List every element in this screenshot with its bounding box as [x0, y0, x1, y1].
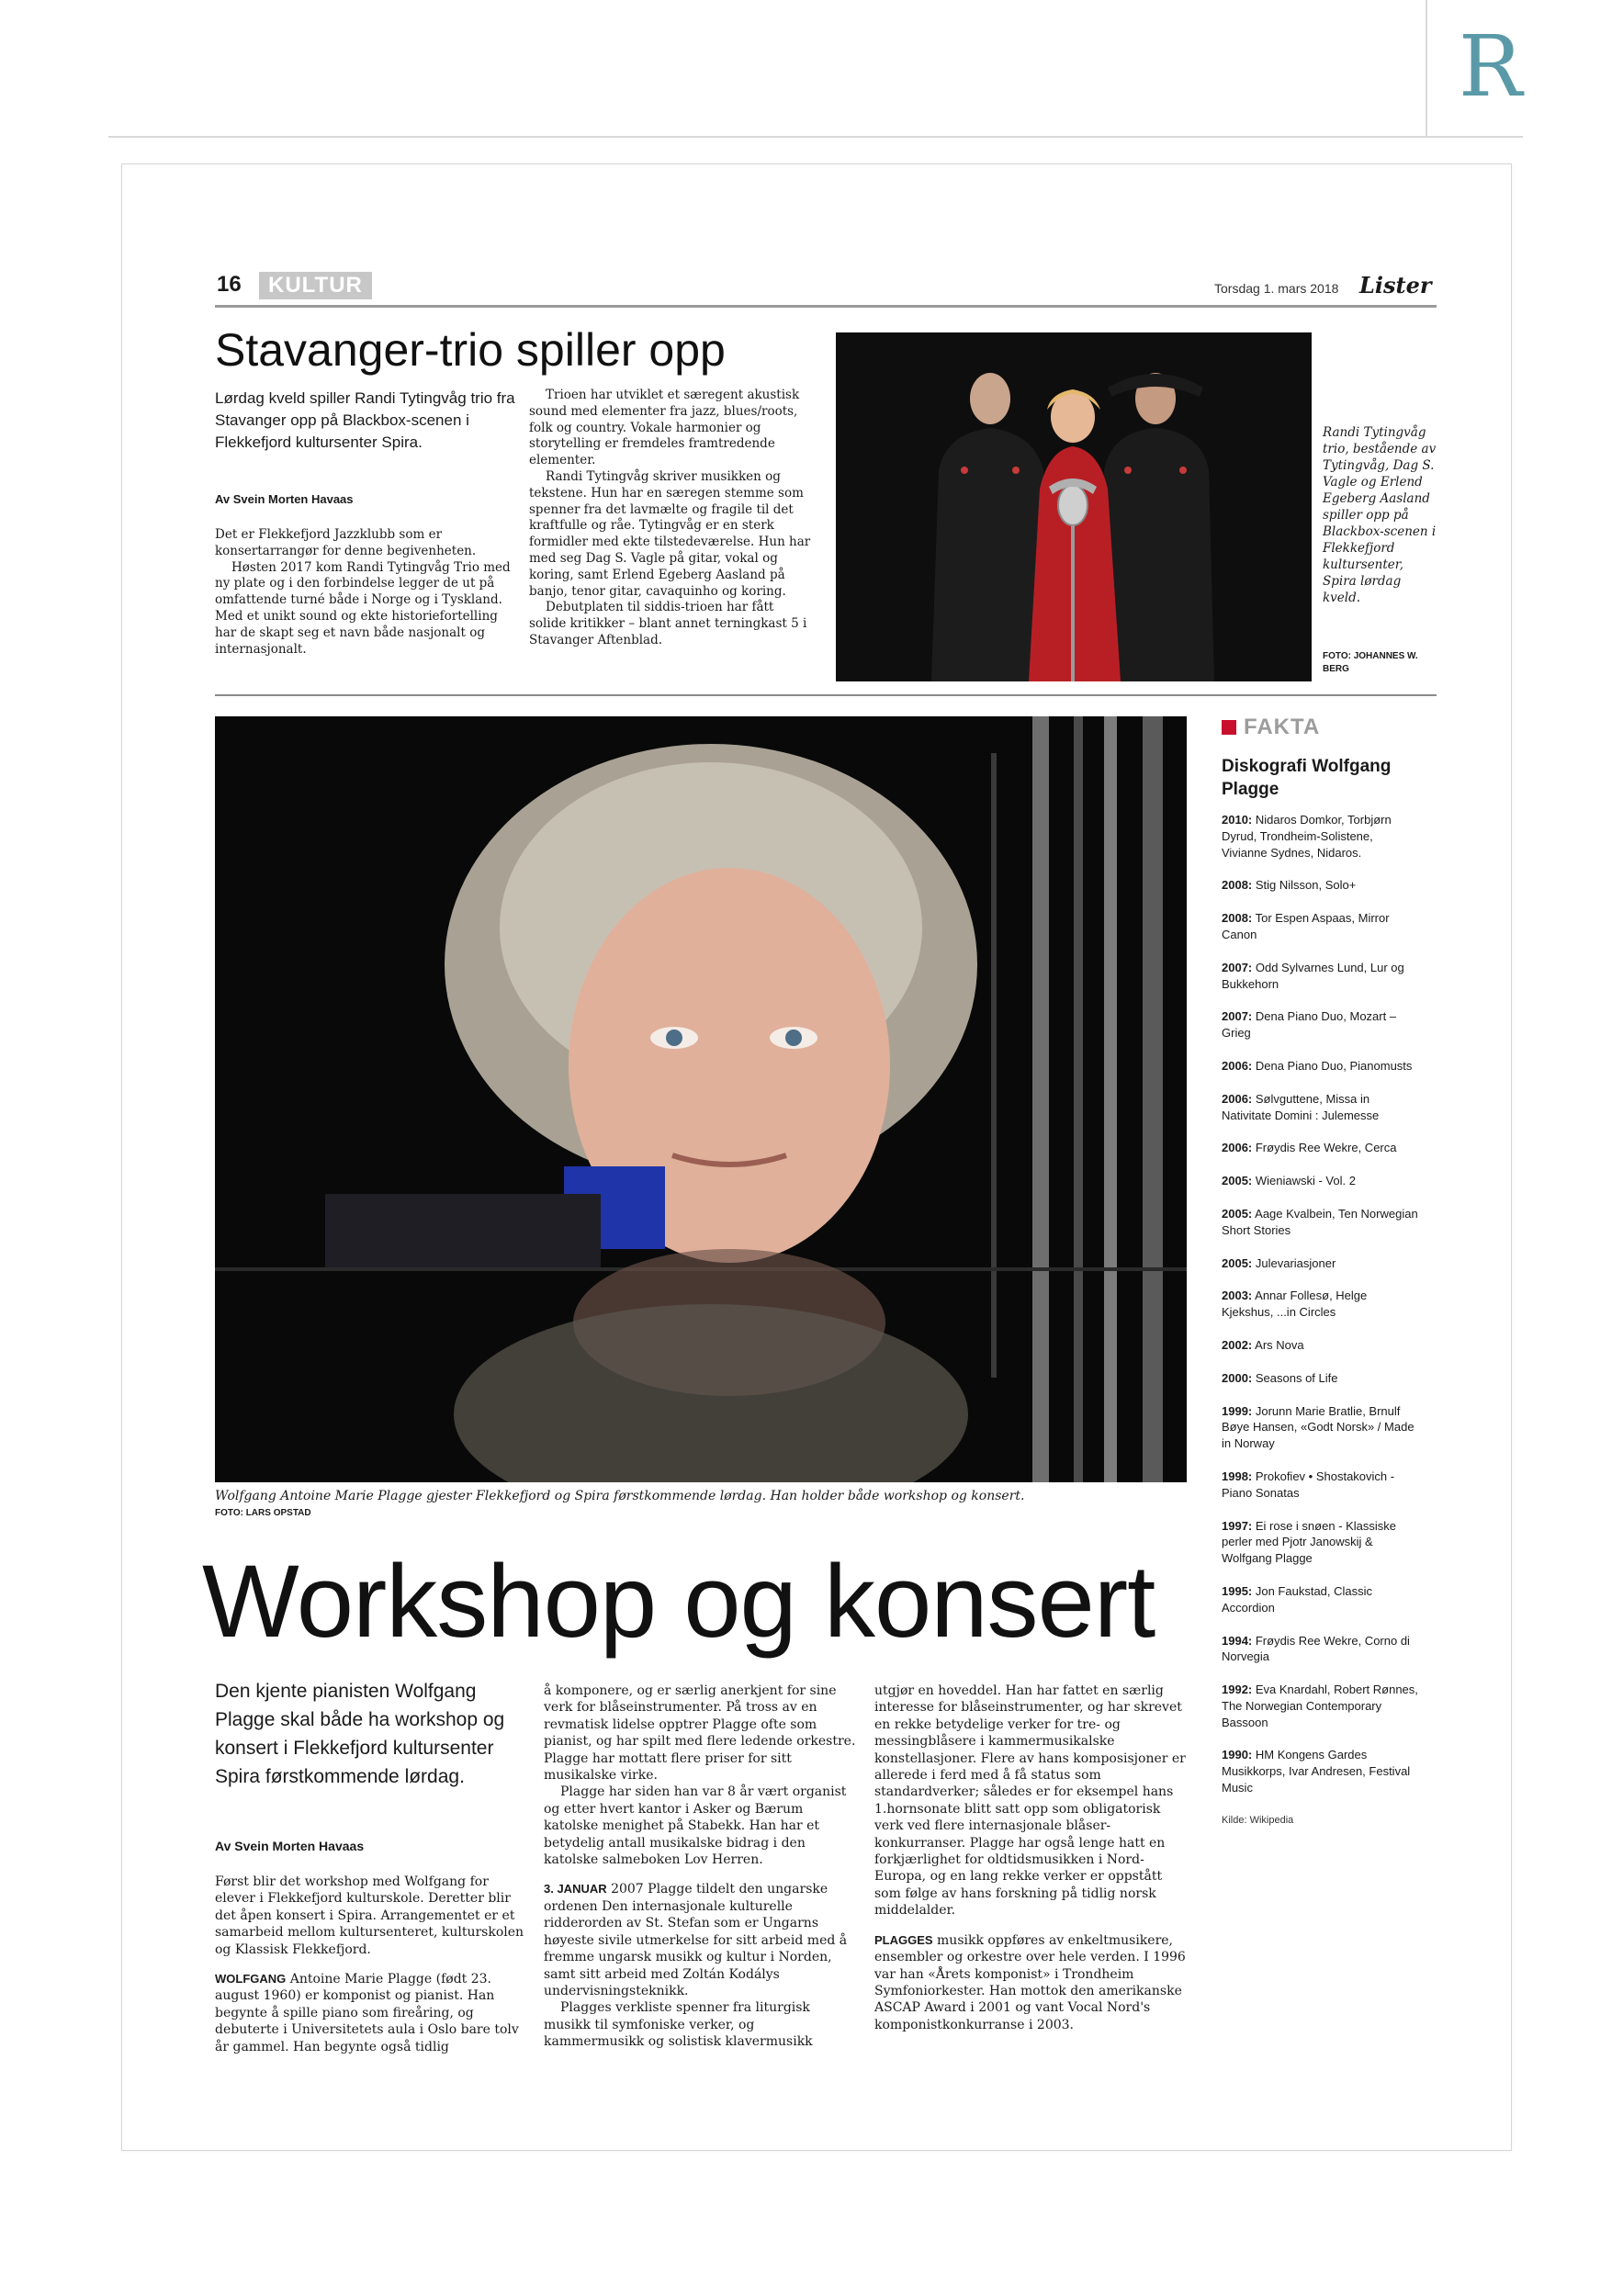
discography-year: 1994:	[1222, 1633, 1253, 1648]
discography-year: 2000:	[1222, 1370, 1253, 1385]
discography-year: 2008:	[1222, 911, 1253, 926]
discography-entry: Sølvguttene, Missa in Nativitate Domini : Julemesse	[1222, 1091, 1380, 1122]
article1-title: Stavanger-trio spiller opp	[215, 324, 726, 376]
discography-year: 2006:	[1222, 1141, 1253, 1155]
discography-item	[1222, 910, 1420, 943]
article1-lead: Lørdag kveld spiller Randi Tytingvåg trio fra Stavanger opp på Blackbox-scenen i Flekkefjord kultursenter Spira.	[215, 389, 515, 451]
fakta-marker	[1222, 720, 1236, 735]
discography-entry: Eva Knardahl, Robert Rønnes, The Norwegian Contemporary Bassoon	[1222, 1683, 1418, 1729]
discography-item	[1222, 1747, 1420, 1795]
main-photo-illustration	[215, 716, 1187, 1482]
discography-year: 1990:	[1222, 1748, 1253, 1762]
trio-photo-illustration	[836, 332, 1312, 681]
discography-item	[1222, 1008, 1420, 1041]
discography-year: 2003:	[1222, 1289, 1253, 1303]
article1-column-1	[215, 527, 518, 658]
section-rule	[215, 694, 1437, 696]
discography-entry: Aage Kvalbein, Ten Norwegian Short Stories	[1222, 1206, 1418, 1237]
discography-entry: HM Kongens Gardes Musikkorps, Ivar Andresen, Festival Music	[1222, 1748, 1411, 1795]
article1-byline: Av Svein Morten Havaas	[215, 492, 354, 506]
discography-year: 1998:	[1222, 1469, 1253, 1483]
discography-year: 2007:	[1222, 1009, 1253, 1024]
discography-entry: Frøydis Ree Wekre, Cerca	[1252, 1141, 1397, 1155]
discography-year: 2002:	[1222, 1337, 1253, 1352]
page-number: 16	[217, 272, 242, 297]
discography-year: 1992:	[1222, 1683, 1253, 1697]
article2-byline: Av Svein Morten Havaas	[215, 1839, 365, 1853]
section-label: KULTUR	[259, 272, 372, 299]
discography-entry: Frøydis Ree Wekre, Corno di Norvegia	[1222, 1633, 1410, 1664]
article2-column-2	[544, 1683, 856, 2051]
paragraph-text: musikk oppføres av enkeltmusikere, ensembler og orkestre over hele verden. I 1996 var han «Årets komponist» i Trondheim Symfoniorkester. Han mottok den amerikanske ASCAP Award i 2001 og vant Vocal Nord's komponistkonkurranse i 2003.	[874, 1932, 1186, 2032]
discography-year: 2005:	[1222, 1174, 1253, 1188]
discography-list	[1222, 812, 1420, 1829]
discography-item	[1222, 1058, 1420, 1075]
discography-item	[1222, 1255, 1420, 1272]
issue-date: Torsdag 1. mars 2018	[1214, 281, 1339, 296]
article2-column-3	[874, 1683, 1187, 2033]
viewer-divider-horizontal	[108, 136, 1523, 138]
main-photo	[215, 716, 1187, 1482]
discography-entry: Stig Nilsson, Solo+	[1252, 878, 1357, 893]
discography-entry: Wieniawski - Vol. 2	[1252, 1174, 1356, 1188]
discography-year: 1999:	[1222, 1403, 1253, 1418]
discography-items	[1222, 812, 1420, 1796]
article2-paragraph: utgjør en hoveddel. Han har fattet en særlig interesse for blåseinstrumenter, og har skrevet en rekke betydelige verker for tre- og messingblåsere i kammermusikalske konstellasjoner. Flere av hans komposisjoner er allerede i ferd med å få status som standardverker; således er for eksempel hans 1.hornsonate blitt satt opp som obligatorisk verk ved flere internasjonale blåser-konkurranser. Plagge har også lenge hatt en forkjærlighet for oldtidsmusikken i Nord-Europa, og en lang rekke verker er oppstått som følge av hans forskning på tidlig norsk middelalder.	[874, 1683, 1186, 1919]
article2-title: Workshop og konsert	[202, 1544, 1155, 1659]
discography-entry: Seasons of Life	[1252, 1370, 1338, 1385]
discography-item	[1222, 1403, 1420, 1452]
article1-paragraph: Randi Tytingvåg skriver musikken og tekstene. Hun har en særegen stemme som spenner fra det lavmælte og fragile til det kraftfulle og råe. Tytingvåg er en sterk formidler med ekte tilstedeværelse. Hun har med seg Dag S. Vagle på gitar, vokal og koring, samt Erlend Egeberg Aasland på banjo, tenor gitar, cavaquinho og koring.	[529, 468, 811, 599]
discography-year: 2010:	[1222, 813, 1253, 827]
article2-lead: Den kjente pianisten Wolfgang Plagge skal både ha workshop og konsert i Flekkefjord kultursenter Spira førstkommende lørdag.	[215, 1681, 505, 1787]
discography-entry: Jon Faukstad, Classic Accordion	[1222, 1583, 1373, 1615]
discography-entry: Ei rose i snøen - Klassiske perler med Pjotr Janowskij & Wolfgang Plagge	[1222, 1518, 1397, 1566]
discography-item	[1222, 1091, 1420, 1124]
discography-entry: Jorunn Marie Bratlie, Brnulf Bøye Hansen, «Godt Norsk» / Made in Norway	[1222, 1403, 1414, 1451]
main-photo-caption: Wolfgang Antoine Marie Plagge gjester Flekkefjord og Spira førstkommende lørdag. Han holder både workshop og konsert.	[215, 1489, 1025, 1503]
discography-year: 2006:	[1222, 1058, 1253, 1073]
discography-year: 2005:	[1222, 1206, 1253, 1221]
article1-paragraph: Debutplaten til siddis-trioen har fått solide kritikker – blant annet terningkast 5 i Stavanger Aftenblad.	[529, 600, 807, 647]
discography-year: 1997:	[1222, 1518, 1253, 1533]
discography-item	[1222, 1518, 1420, 1567]
trio-photo	[836, 332, 1312, 681]
discography-entry: Tor Espen Aspaas, Mirror Canon	[1222, 911, 1390, 941]
discography-item	[1222, 1469, 1420, 1502]
discography-year: 2006:	[1222, 1091, 1253, 1106]
article1-column-2	[529, 388, 812, 649]
discography-item	[1222, 1206, 1420, 1239]
paragraph-kicker: PLAGGES	[874, 1932, 933, 1947]
discography-title: Diskografi Wolfgang Plagge	[1222, 757, 1392, 799]
discography-entry: Annar Follesø, Helge Kjekshus, ...in Circles	[1222, 1289, 1368, 1320]
paragraph-kicker: WOLFGANG	[215, 1972, 287, 1986]
main-photo-credit: FOTO: LARS OPSTAD	[215, 1508, 311, 1518]
discography-item	[1222, 1173, 1420, 1189]
viewer-divider-vertical	[1426, 0, 1427, 138]
discography-entry: Julevariasjoner	[1252, 1255, 1336, 1270]
discography-item	[1222, 1682, 1420, 1730]
discography-item	[1222, 960, 1420, 993]
discography-year: 1995:	[1222, 1583, 1253, 1598]
discography-entry: Dena Piano Duo, Mozart – Grieg	[1222, 1009, 1397, 1041]
article2-paragraph	[874, 1932, 1187, 2033]
fakta-label: FAKTA	[1244, 715, 1321, 739]
discography-entry: Nidaros Domkor, Torbjørn Dyrud, Trondheim-Solistene, Vivianne Sydnes, Nidaros.	[1222, 813, 1392, 860]
discography-item	[1222, 812, 1420, 861]
discography-item	[1222, 1288, 1420, 1321]
discography-year: 2005:	[1222, 1255, 1253, 1270]
discography-item	[1222, 877, 1420, 894]
article2-column-1	[215, 1874, 527, 2055]
article1-paragraph: Det er Flekkefjord Jazzklubb som er konsertarrangør for denne begivenheten.	[215, 527, 477, 558]
discography-year: 2007:	[1222, 960, 1253, 974]
newspaper-name: Lister	[1359, 272, 1432, 298]
paragraph-text: 2007 Plagge tildelt den ungarske ordenen Den internasjonale kulturelle ridderorden av St. Stefan som er Ungarns høyeste sivile utmerkelse for sitt arbeid med å fremme ungarsk musikk og kultur i Norden, samt sitt arbeid med Zoltán Kodálys undervisningsteknikk.	[544, 1882, 848, 1998]
header-rule	[215, 305, 1437, 308]
article2-paragraph	[544, 1881, 856, 1999]
trio-photo-credit: FOTO: JOHANNES W. BERG	[1323, 651, 1418, 674]
discography-item	[1222, 1337, 1420, 1354]
paragraph-text: Antoine Marie Plagge (født 23. august 1960) er komponist og pianist. Han begynte å spille piano som fireåring, og debuterte i Universitetets aula i Oslo bare tolv år gammel. Han begynte også tidlig	[215, 1972, 519, 2054]
discography-entry: Ars Nova	[1252, 1337, 1304, 1352]
discography-entry: Prokofiev • Shostakovich - Piano Sonatas	[1222, 1469, 1395, 1500]
trio-photo-caption: Randi Tytingvåg trio, bestående av Tytingvåg, Dag S. Vagle og Erlend Egeberg Aasland spiller opp på Blackbox-scenen i Flekkefjord kultursenter, Spira lørdag kveld.	[1323, 425, 1437, 605]
article2-paragraph	[215, 1971, 527, 2055]
article1-paragraph: Høsten 2017 kom Randi Tytingvåg Trio med ny plate og i den forbindelse legger de ut på omfattende turné både i Norge og i Tyskland. Med et unikt sound og ekte historiefortelling har de skapt seg et navn både nasjonalt og internasjonalt.	[215, 559, 511, 657]
discography-year: 2008:	[1222, 878, 1253, 893]
article2-paragraph: Plagge har siden han var 8 år vært organist og etter hvert kantor i Asker og Bærum katolske menighet på Stabekk. Han har et betydelig antall musikalske bidrag i den katolske salmeboken Lov Herren.	[544, 1784, 847, 1868]
discography-item	[1222, 1140, 1420, 1156]
article2-paragraph: å komponere, og er særlig anerkjent for sine verk for blåseinstrumenter. På tross av en revmatisk lidelse opptrer Plagge ofte som pianist, og har spilt med flere ledende orkestre. Plagge har mottatt flere priser for sitt musikalske virke.	[544, 1683, 856, 1784]
discography-item	[1222, 1370, 1420, 1387]
paragraph-kicker: 3. JANUAR	[544, 1882, 607, 1896]
discography-item	[1222, 1633, 1420, 1666]
discography-source: Kilde: Wikipedia	[1222, 1814, 1294, 1826]
discography-entry: Odd Sylvarnes Lund, Lur og Bukkehorn	[1222, 960, 1404, 991]
article2-paragraph: Plagges verkliste spenner fra liturgisk musikk til symfoniske verker, og kammermusikk og solistisk klavermusikk	[544, 2000, 813, 2050]
discography-entry: Dena Piano Duo, Pianomusts	[1252, 1058, 1413, 1073]
publisher-logo[interactable]: R	[1459, 17, 1523, 116]
article1-paragraph: Trioen har utviklet et særegent akustisk sound med elementer fra jazz, blues/roots, folk og country. Vokale harmonier og storytelling er fremdeles framtredende elementer.	[529, 388, 800, 468]
article2-paragraph: Først blir det workshop med Wolfgang for elever i Flekkefjord kulturskole. Deretter blir det åpen konsert i Spira. Arrangementet er et samarbeid mellom kultursenteret, kulturskolen og Klassisk Flekkefjord.	[215, 1874, 524, 1957]
discography-item	[1222, 1583, 1420, 1616]
